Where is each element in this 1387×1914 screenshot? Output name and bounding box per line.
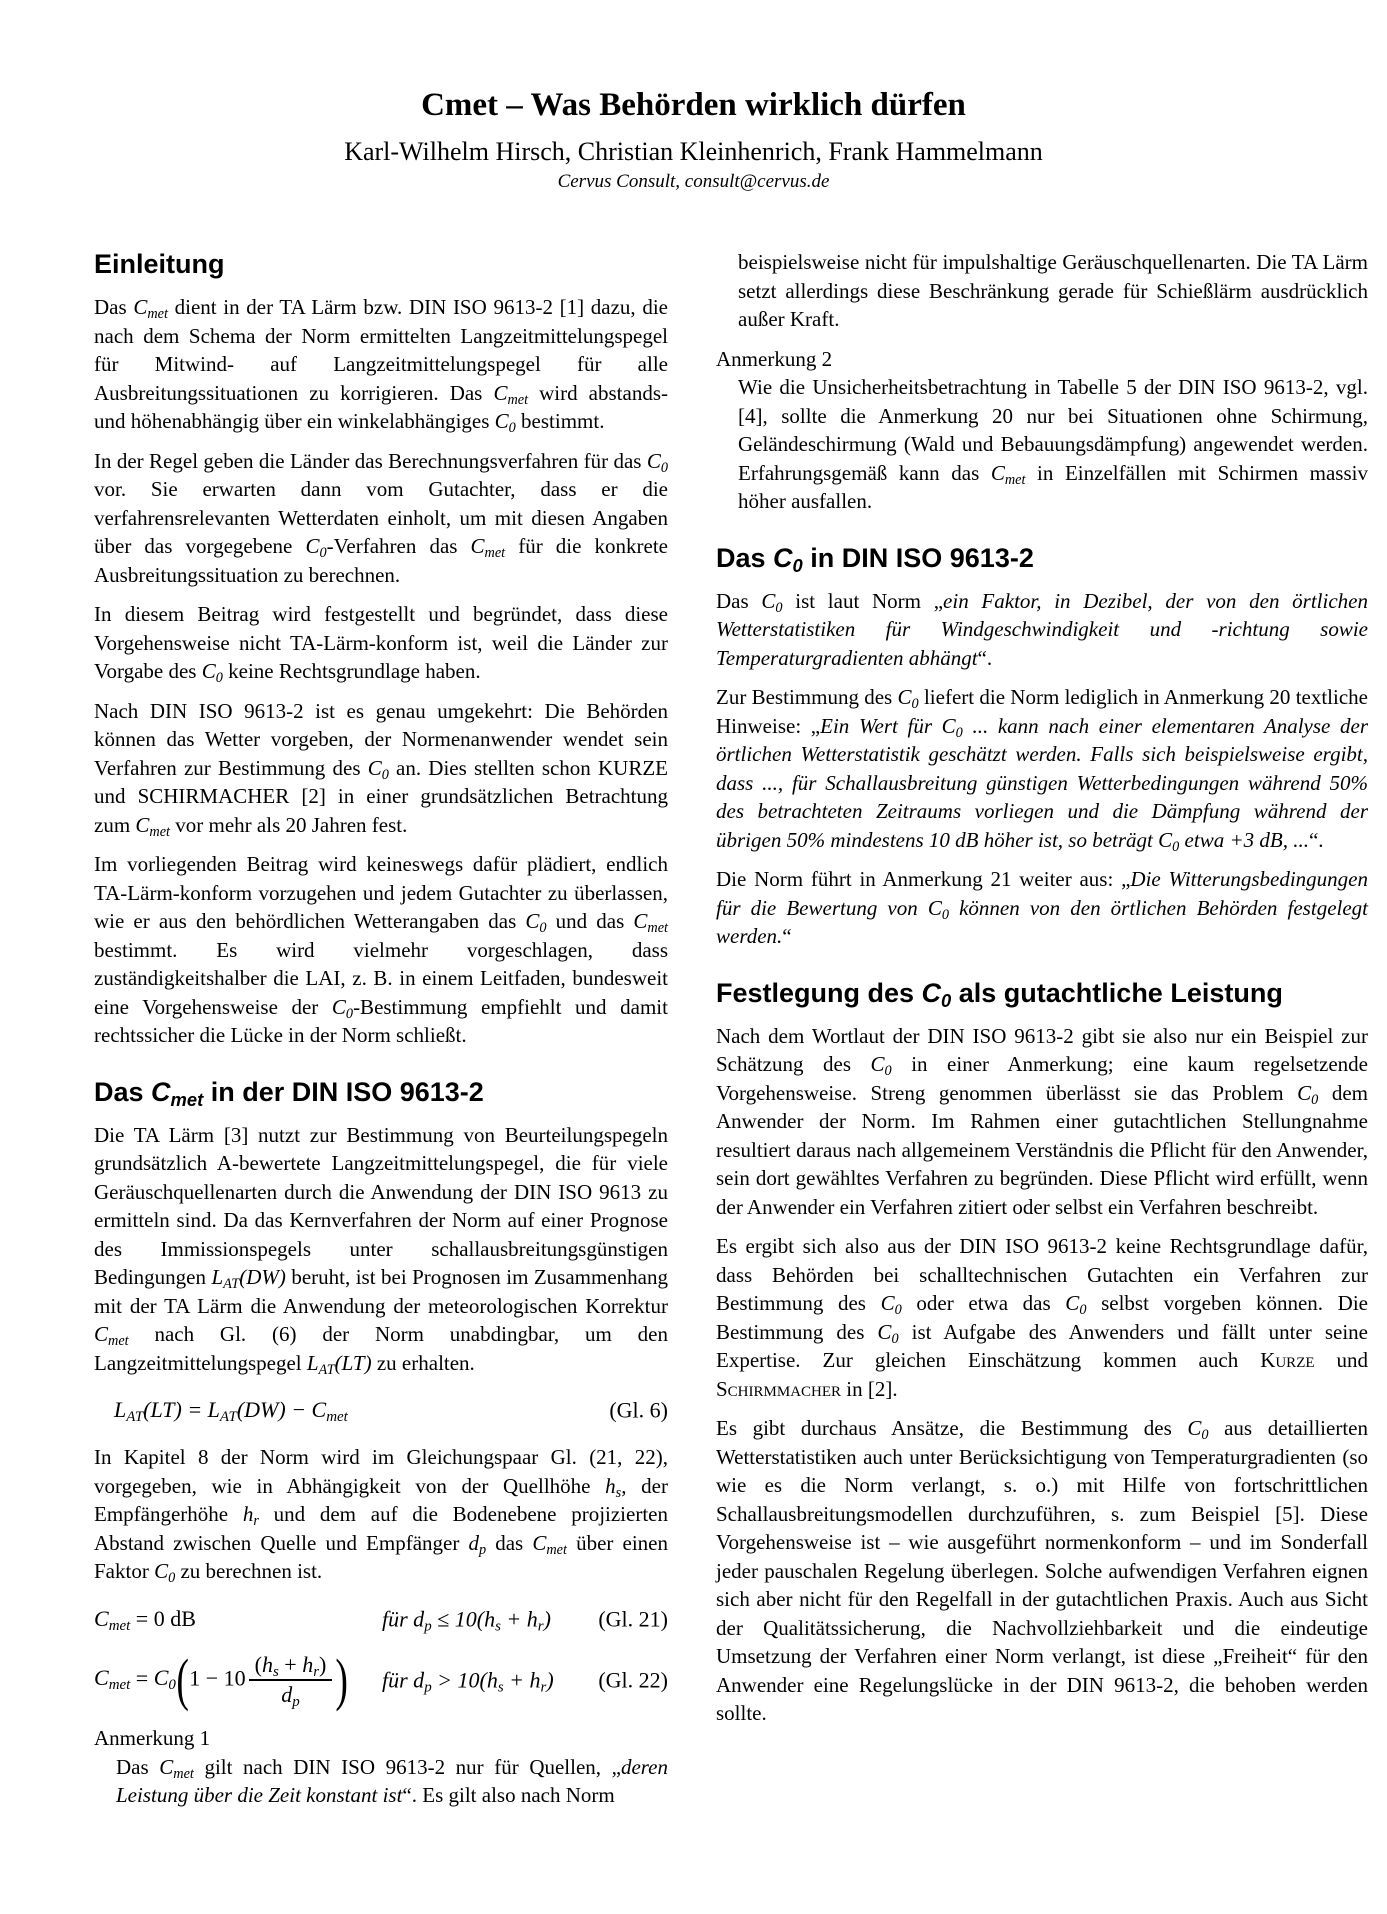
paragraph: In der Regel geben die Länder das Berechnungsverfahren für das $C_0$ vor. Sie erwarten dann vom Gutachter, dass er die verfahrensrelevanten Wetterdaten einholt, um mit diesen Angaben über das vorgegebene $C_0$-Verfahren das $C_{met}$ für die konkrete Ausbreitungssituation zu berechnen. <box>94 448 668 587</box>
paragraph: Es ergibt sich also aus der DIN ISO 9613-2 keine Rechtsgrundlage dafür, dass Behörden bei schalltechnischen Gutachten ein Verfahren zur Bestimmung des $C_0$ oder etwa das $C_0$ selbst vorgeben können. Die Bestimmung des $C_0$ ist Aufgabe des Anwenders und fällt unter seine Expertise. Zur gleichen Einschätzung kommen auch Kurze und Schirmmacher in [2]. <box>716 1234 1368 1401</box>
equation <box>94 1646 668 1712</box>
paragraph: In diesem Beitrag wird festgestellt und begründet, dass diese Vorgehensweise nicht TA-Lärm-konform ist, weil die Länder zur Vorgabe des $C_0$ keine Rechtsgrundlage haben. <box>94 602 668 686</box>
paper-affiliation: Cervus Consult, consult@cervus.de <box>557 171 830 192</box>
equation-body: $C_{met} = 0$ dB <box>94 1605 196 1634</box>
paragraph: Das $C_{met}$ dient in der TA Lärm bzw. DIN ISO 9613-2 [1] dazu, die nach dem Schema der Norm ermittelten Langzeitmittelungspegel für Mitwind- auf Langzeitmittelungspegel für alle Ausbreitungssituationen zu korrigieren. Das $C_{met}$ wird abstands- und höhenabhängig über ein winkelabhängiges $C_0$ bestimmt. <box>94 295 668 436</box>
equation-condition: für $d_p \le 10(h_s + h_r)$ <box>382 1605 551 1634</box>
paragraph: Nach DIN ISO 9613-2 ist es genau umgekehrt: Die Behörden können das Wetter vorgeben, der Normenanwender wendet sein Verfahren zur Bestimmung des $C_0$ an. Dies stellten schon KURZE und SCHIRMACHER [2] in einer grundsätzlichen Betrachtung zum $C_{met}$ vor mehr als 20 Jahren fest. <box>94 698 668 840</box>
equation <box>94 1602 668 1636</box>
paper-header <box>0 0 1387 193</box>
paper-title: Cmet – Was Behörden wirklich dürfen <box>421 87 966 123</box>
note-body: Das $C_{met}$ gilt nach DIN ISO 9613-2 nur für Quellen, „deren Leistung über die Zeit konstant ist“. Es gilt also nach Norm <box>116 1754 668 1808</box>
equation <box>94 1393 668 1427</box>
paragraph: Das $C_0$ ist laut Norm „ein Faktor, in Dezibel, der von den örtlichen Wetterstatistiken für Windgeschwindigkeit und -richtung sowie Temperaturgradienten abhängt“. <box>716 588 1368 670</box>
note-label: Anmerkung 1 <box>94 1726 211 1751</box>
equation-number: (Gl. 6) <box>609 1397 668 1423</box>
section-heading: Das $C_{met}$ in der DIN ISO 9613-2 <box>94 1076 484 1110</box>
paragraph: Die Norm führt in Anmerkung 21 weiter aus: „Die Witterungsbedingungen für die Bewertung von $C_0$ können von den örtlichen Behörden festgelegt werden.“ <box>716 867 1368 948</box>
note-body: Wie die Unsicherheitsbetrachtung in Tabelle 5 der DIN ISO 9613-2, vgl. [4], sollte die Anmerkung 20 nur bei Situationen ohne Schirmung, Geländeschirmung (Wald und Bebauungsdämpfung) angewendet werden. Erfahrungsgemäß kann das $C_{met}$ in Einzelfällen mit Schirmen massiv höher ausfallen. <box>738 375 1368 513</box>
section-heading: Einleitung <box>94 249 225 279</box>
left-column <box>94 248 668 1821</box>
paragraph: Die TA Lärm [3] nutzt zur Bestimmung von Beurteilungspegeln grundsätzlich A-bewertete Langzeitmittelungspegel, die für viele Geräuschquellenarten durch die Anwendung der DIN ISO 9613 zu ermitteln sind. Da das Kernverfahren der Norm auf einer Prognose des Immissionspegels unter schallausbreitungsgünstigen Bedingungen $L_{AT}(DW)$ beruht, ist bei Prognosen im Zusammenhang mit der TA Lärm die Anwendung der meteorologischen Korrektur $C_{met}$ nach Gl. (6) der Norm unabdingbar, um den Langzeitmittelungspegel $L_{AT}(LT)$ zu erhalten. <box>94 1122 668 1378</box>
equation-body: $C_{met} = C_0(1 - 10$ $\frac{(h_s + h_r)}{d_p}$ ) <box>94 1646 349 1712</box>
paragraph: In Kapitel 8 der Norm wird im Gleichungspaar Gl. (21, 22), vorgegeben, wie in Abhängigkeit von der Quellhöhe $h_s$, der Empfängerhöhe $h_r$ und dem auf die Bodenebene projizierten Abstand zwischen Quelle und Empfänger $d_p$ das $C_{met}$ über einen Faktor $C_0$ zu berechnen ist. <box>94 1445 668 1586</box>
equation-number: (Gl. 21) <box>598 1605 668 1631</box>
right-column <box>716 248 1368 1739</box>
paragraph: Es gibt durchaus Ansätze, die Bestimmung des $C_0$ aus detaillierten Wetterstatistiken auch unter Berücksichtigung von Temperaturgradienten (so wie es die Norm verlangt, s. o.) mit Hilfe von fortschrittlichen Schallausbreitungsmodellen durchzuführen, s. zum Beispiel [5]. Diese Vorgehensweise ist – wie ausgeführt normenkonform – und im Sonderfall jeder pauschalen Regelung überlegen. Solche aufwendigen Verfahren eignen sich aber nicht für den Regelfall in der gutachtlichen Praxis. Auch aus Sicht der Qualitätssicherung, die Nachvollziehbarkeit und die eindeutige Umsetzung der Verfahren einer Norm verlangt, ist diese „Freiheit“ für den Anwender eine Regelungslücke in der DIN 9613-2, die behoben werden sollte. <box>716 1416 1368 1725</box>
note-block <box>94 1724 668 1810</box>
equation-condition: für $d_p > 10(h_s + h_r)$ <box>382 1667 554 1696</box>
note-block <box>716 345 1368 516</box>
section-heading: Festlegung des $C_0$ als gutachtliche Leistung <box>716 977 1283 1011</box>
note-label: Anmerkung 2 <box>716 346 833 371</box>
paragraph: Im vorliegenden Beitrag wird keineswegs dafür plädiert, endlich TA-Lärm-konform vorzugehen und jedem Gutachter zu überlassen, wie er aus den behördlichen Wetterangaben das $C_0$ und das $C_{met}$ bestimmt. Es wird vielmehr vorgeschlagen, dass zuständigkeitshalber die LAI, z. B. in einem Leitfaden, bundesweit eine Vorgehensweise der $C_0$-Bestimmung empfiehlt und damit rechtssicher die Lücke in der Norm schließt. <box>94 852 669 1047</box>
paragraph: beispielsweise nicht für impulshaltige Geräuschquellenarten. Die TA Lärm setzt allerdings diese Beschränkung gerade für Schießlärm ausdrücklich außer Kraft. <box>738 250 1368 331</box>
paragraph: Nach dem Wortlaut der DIN ISO 9613-2 gibt sie also nur ein Beispiel zur Schätzung des $C_0$ in einer Anmerkung; eine kaum regelsetzende Vorgehensweise. Streng genommen überlässt sie das Problem $C_0$ dem Anwender der Norm. Im Rahmen einer gutachtlichen Stellungnahme resultiert daraus nach allgemeinem Verständnis die Pflicht für den Anwender, sein dort gewähltes Verfahren zu begründen. Diese Pflicht wird erfüllt, wenn der Anwender ein Verfahren zitiert oder selbst ein Verfahren beschreibt. <box>716 1023 1368 1219</box>
equation-body: $L_{AT}(LT) = L_{AT}(DW) - C_{met}$ <box>114 1397 348 1426</box>
equation-number: (Gl. 22) <box>598 1667 668 1693</box>
section-heading: Das $C_0$ in DIN ISO 9613-2 <box>716 542 1034 576</box>
paragraph: Zur Bestimmung des $C_0$ liefert die Norm lediglich in Anmerkung 20 textliche Hinweise: „Ein Wert für $C_0$ ... kann nach einer elementaren Analyse der örtlichen Wetterstatistik geschätzt werden. Falls sich beispielsweise ergibt, dass ..., für Schallausbreitung günstigen Wetterbedingungen während 50% des betrachteten Zeitraums vorliegen und die Dämpfung während der übrigen 50% mindestens 10 dB höher ist, so beträgt $C_0$ etwa +3 dB, ...“. <box>716 685 1368 855</box>
paper-authors: Karl-Wilhelm Hirsch, Christian Kleinhenrich, Frank Hammelmann <box>344 137 1043 166</box>
